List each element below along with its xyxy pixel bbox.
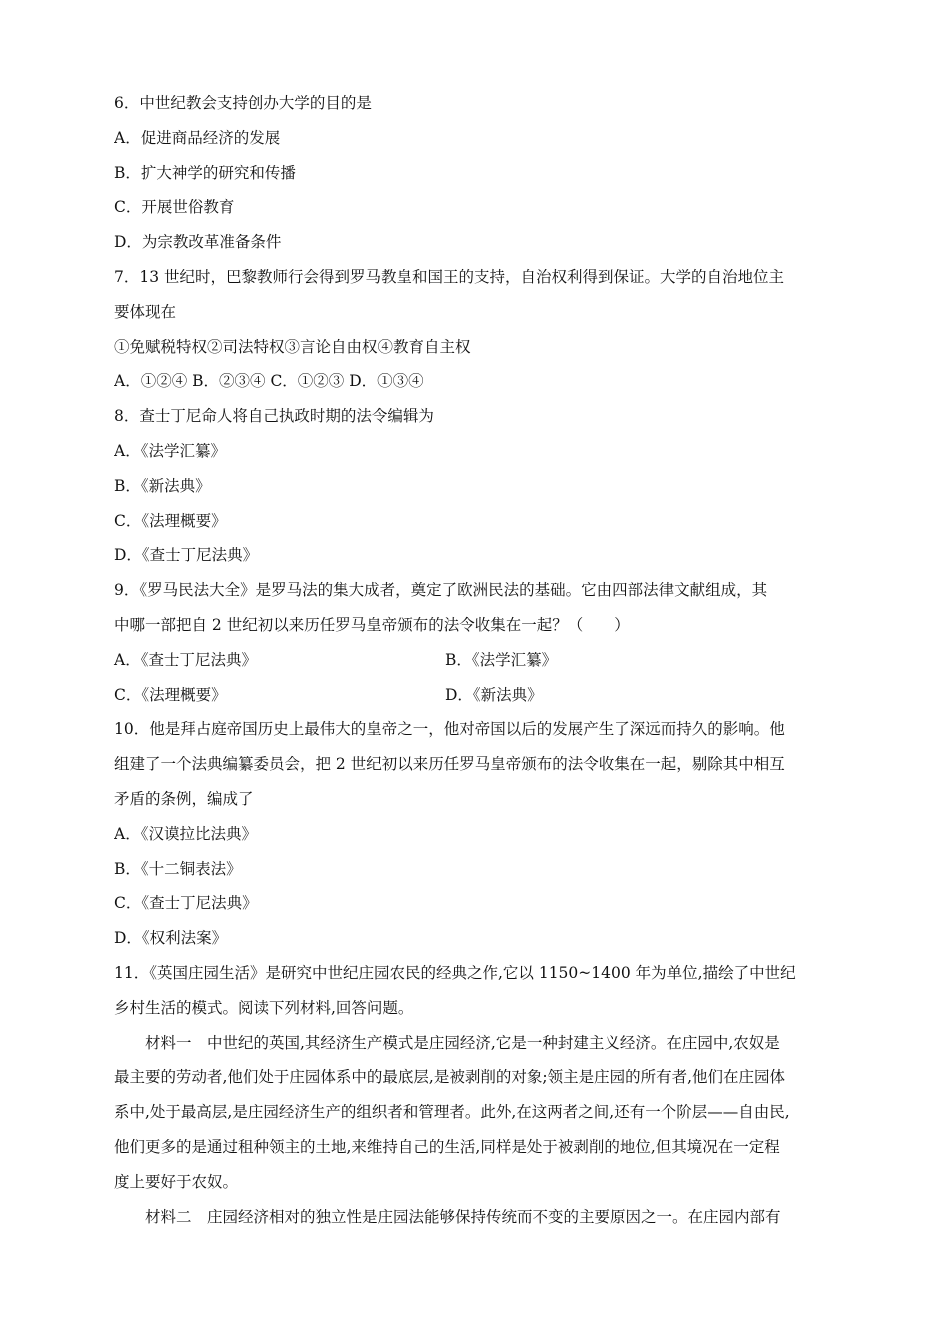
q6-option-a: A．促进商品经济的发展: [114, 128, 281, 147]
q9-stem-line-2: 中哪一部把自 2 世纪初以来历任罗马皇帝颁布的法令收集在一起？（ ）: [114, 615, 630, 634]
q10-option-d: D．《权利法案》: [114, 929, 228, 948]
q7-items: ①免赋税特权②司法特权③言论自由权④教育自主权: [114, 337, 471, 356]
q7-stem-line-2: 要体现在: [114, 302, 177, 321]
q6-option-b: B．扩大神学的研究和传播: [114, 163, 296, 182]
q9-option-d: D．《新法典》: [445, 685, 543, 704]
q9-options-row-1: [114, 643, 844, 678]
q7-options: A．①②④ B．②③④ C．①②③ D．①③④: [114, 372, 424, 391]
q8-option-d: D．《查士丁尼法典》: [114, 546, 259, 565]
q10-option-b: B．《十二铜表法》: [114, 859, 242, 878]
q11-material1-line-2: 最主要的劳动者,他们处于庄园体系中的最底层,是被剥削的对象;领主是庄园的所有者,他们在庄园体: [114, 1068, 786, 1087]
q9-stem-line-1: 9．《罗马民法大全》是罗马法的集大成者，奠定了欧洲民法的基础。它由四部法律文献组成，其: [114, 581, 768, 600]
q8-option-a: A．《法学汇纂》: [114, 441, 226, 460]
q10-stem-line-1: 10．他是拜占庭帝国历史上最伟大的皇帝之一，他对帝国以后的发展产生了深远而持久的影响。他: [114, 720, 785, 739]
exam-page: [114, 86, 844, 1234]
q11-stem-line-1: 11．《英国庄园生活》是研究中世纪庄园农民的经典之作,它以 1150~1400 年为单位,描绘了中世纪: [114, 963, 796, 982]
q6-stem: 6．中世纪教会支持创办大学的目的是: [114, 94, 372, 112]
q8-option-b: B．《新法典》: [114, 476, 211, 495]
q10-option-a: A．《汉谟拉比法典》: [114, 824, 257, 843]
q9-options-row-2: [114, 678, 844, 713]
q8-stem: 8．查士丁尼命人将自己执政时期的法令编辑为: [114, 407, 434, 426]
q9-option-b: B．《法学汇纂》: [445, 650, 558, 669]
q9-option-a: A．《查士丁尼法典》: [114, 650, 257, 669]
q6-option-d: D．为宗教改革准备条件: [114, 233, 282, 252]
q7-stem-line-1: 7．13 世纪时，巴黎教师行会得到罗马教皇和国王的支持，自治权利得到保证。大学的自治地位主: [114, 267, 785, 286]
q11-material1-line-3: 系中,处于最高层,是庄园经济生产的组织者和管理者。此外,在这两者之间,还有一个阶层——自由民,: [114, 1103, 790, 1122]
q9-option-c: C．《法理概要》: [114, 685, 227, 704]
q11-material1-line-1: 材料一 中世纪的英国,其经济生产模式是庄园经济,它是一种封建主义经济。在庄园中,农奴是: [145, 1033, 780, 1052]
q10-stem-line-3: 矛盾的条例，编成了: [114, 789, 254, 808]
q11-material2-line-1: 材料二 庄园经济相对的独立性是庄园法能够保持传统而不变的主要原因之一。在庄园内部有: [145, 1207, 781, 1226]
q11-stem-line-2: 乡村生活的模式。阅读下列材料,回答问题。: [114, 998, 414, 1017]
q11-material1-line-5: 度上要好于农奴。: [114, 1172, 239, 1191]
q10-stem-line-2: 组建了一个法典编纂委员会，把 2 世纪初以来历任罗马皇帝颁布的法令收集在一起，剔除其中相互: [114, 755, 785, 774]
q11-material1-line-4: 他们更多的是通过租种领主的土地,来维持自己的生活,同样是处于被剥削的地位,但其境况在一定程: [114, 1137, 780, 1156]
q10-option-c: C．《查士丁尼法典》: [114, 894, 258, 913]
q8-option-c: C．《法理概要》: [114, 511, 227, 530]
q6-option-c: C．开展世俗教育: [114, 198, 235, 217]
